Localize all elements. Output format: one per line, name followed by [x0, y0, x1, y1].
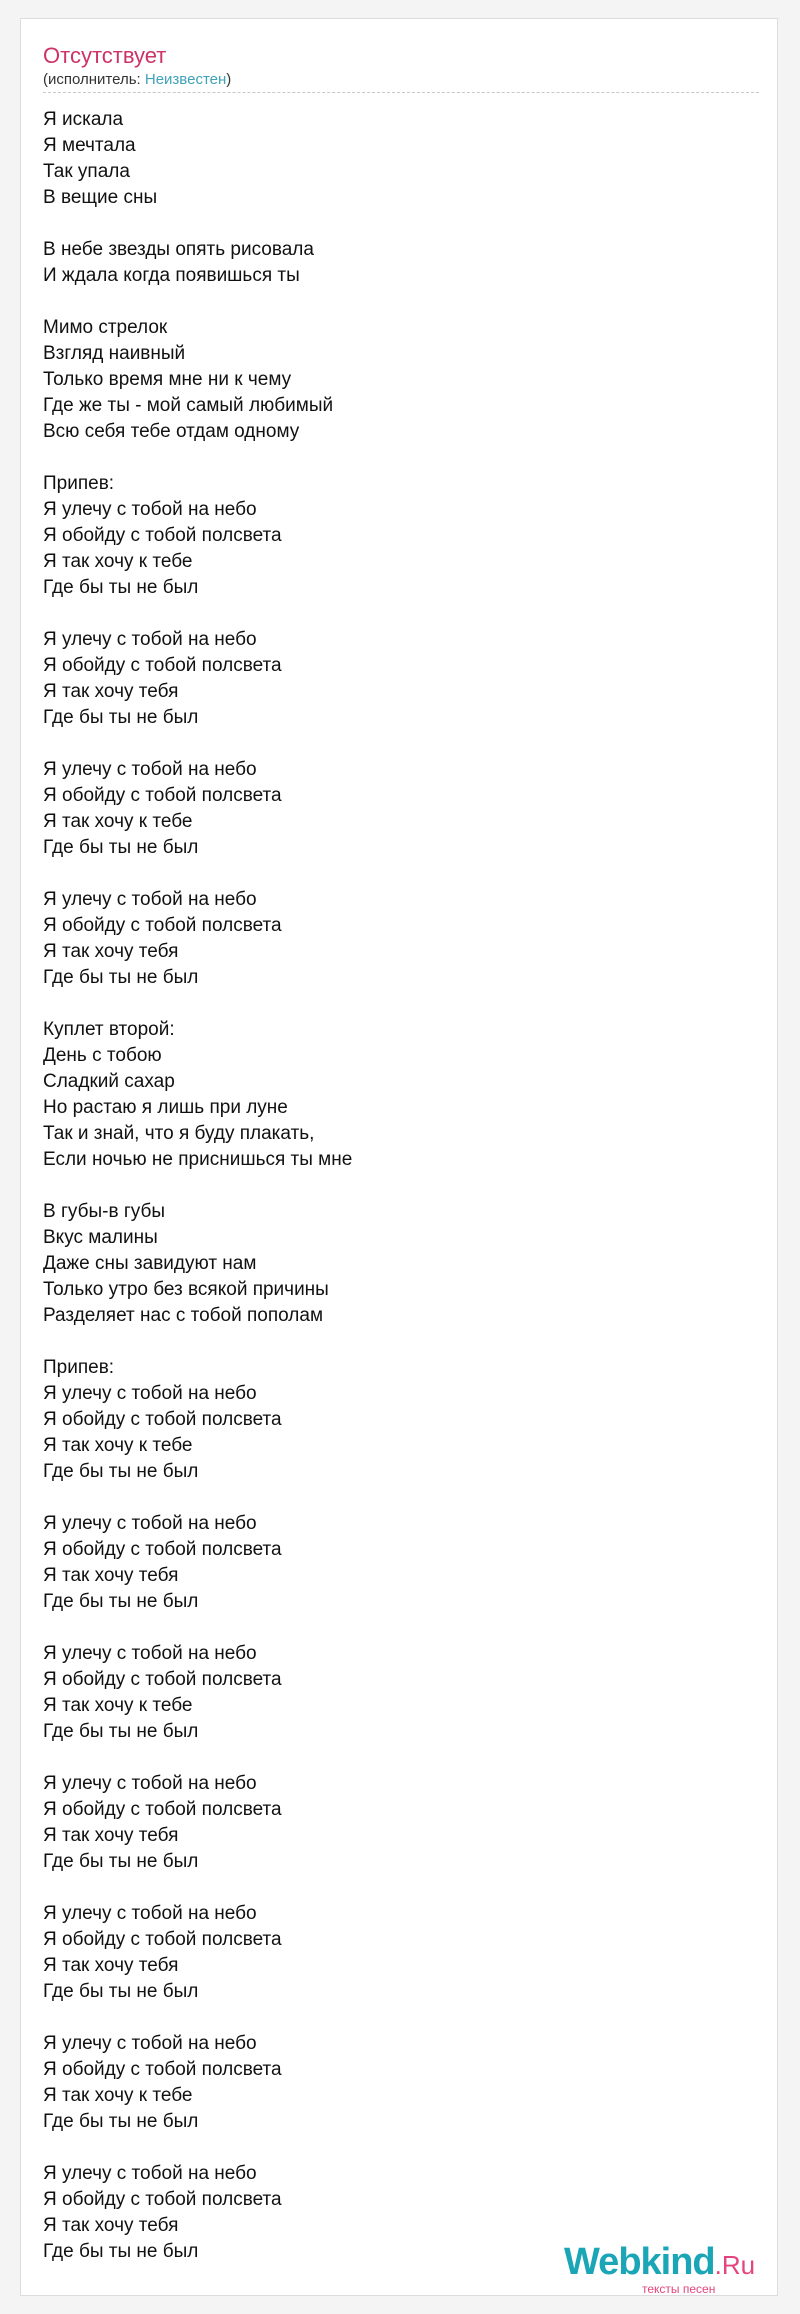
lyrics-line: Где бы ты не был — [43, 967, 199, 988]
lyrics-line: Но растаю я лишь при луне — [43, 1097, 288, 1118]
lyrics-line: Я так хочу к тебе — [43, 2085, 193, 2106]
lyrics-stanza — [43, 1355, 743, 1485]
lyrics-line: Я улечу с тобой на небо — [43, 759, 257, 780]
lyrics-stanza — [43, 1199, 743, 1329]
lyrics-line: Взгляд наивный — [43, 343, 186, 364]
lyrics-stanza — [43, 1641, 743, 1745]
lyrics-line: Я улечу с тобой на небо — [43, 2163, 257, 2184]
lyrics-line: Я мечтала — [43, 135, 136, 156]
lyrics-stanza — [43, 1511, 743, 1615]
lyrics-line: Я обойду с тобой полсвета — [43, 1539, 282, 1560]
lyrics-line: В вещие сны — [43, 187, 158, 208]
title-divider — [43, 92, 759, 93]
lyrics-card — [20, 18, 778, 2296]
artist-link[interactable]: Неизвестен — [144, 71, 227, 88]
lyrics-line: Разделяет нас с тобой пополам — [43, 1305, 324, 1326]
lyrics-stanza — [43, 107, 743, 211]
lyrics-line: Где бы ты не был — [43, 2241, 199, 2262]
lyrics-line: Я обойду с тобой полсвета — [43, 655, 282, 676]
logo-tagline: тексты песен — [642, 2282, 716, 2296]
lyrics-line: Только утро без всякой причины — [43, 1279, 329, 1300]
lyrics-line: Я так хочу тебя — [43, 1955, 179, 1976]
lyrics-line: Мимо стрелок — [43, 317, 168, 338]
lyrics-line: В небе звезды опять рисовала — [43, 239, 314, 260]
lyrics-stanza — [43, 237, 743, 289]
lyrics-line: Я обойду с тобой полсвета — [43, 2189, 282, 2210]
lyrics-line: Где бы ты не был — [43, 1981, 199, 2002]
lyrics-line: Я улечу с тобой на небо — [43, 629, 257, 650]
lyrics-line: Где бы ты не был — [43, 1591, 199, 1612]
lyrics-line: Где бы ты не был — [43, 1851, 199, 1872]
lyrics-line: Припев: — [43, 473, 115, 494]
lyrics-stanza — [43, 471, 743, 601]
lyrics-line: Вкус малины — [43, 1227, 158, 1248]
lyrics-line: День с тобою — [43, 1045, 162, 1066]
lyrics-line: Где бы ты не был — [43, 707, 199, 728]
lyrics-line: Я так хочу тебя — [43, 681, 179, 702]
logo-suffix: .Ru — [714, 2250, 756, 2280]
lyrics-line: Я обойду с тобой полсвета — [43, 1929, 282, 1950]
lyrics-line: Я так хочу к тебе — [43, 1435, 193, 1456]
lyrics-line: Я улечу с тобой на небо — [43, 499, 257, 520]
lyrics-stanza — [43, 2031, 743, 2135]
lyrics-line: Я улечу с тобой на небо — [43, 889, 257, 910]
lyrics-line: Я улечу с тобой на небо — [43, 1903, 257, 1924]
lyrics-line: Я улечу с тобой на небо — [43, 1513, 257, 1534]
lyrics-stanza — [43, 887, 743, 991]
lyrics-line: Так и знай, что я буду плакать, — [43, 1123, 315, 1144]
lyrics-stanza — [43, 627, 743, 731]
lyrics-line: Где бы ты не был — [43, 2111, 199, 2132]
song-title: Отсутствует — [43, 43, 167, 68]
lyrics-line: И ждала когда появишься ты — [43, 265, 300, 286]
lyrics-line: Я улечу с тобой на небо — [43, 2033, 257, 2054]
lyrics-line: Если ночью не приснишься ты мне — [43, 1149, 353, 1170]
lyrics-line: Где же ты - мой самый любимый — [43, 395, 334, 416]
lyrics-stanza — [43, 315, 743, 445]
lyrics-line: Я так хочу тебя — [43, 2215, 179, 2236]
artist-line — [43, 71, 231, 89]
lyrics-line: Так упала — [43, 161, 130, 182]
lyrics-line: В губы-в губы — [43, 1201, 166, 1222]
lyrics-line: Куплет второй: — [43, 1019, 175, 1040]
lyrics-stanza — [43, 757, 743, 861]
lyrics-line: Я так хочу тебя — [43, 941, 179, 962]
lyrics-line: Я улечу с тобой на небо — [43, 1383, 257, 1404]
lyrics-line: Я обойду с тобой полсвета — [43, 525, 282, 546]
logo-main-text: Webkind — [564, 2241, 715, 2283]
lyrics-line: Я улечу с тобой на небо — [43, 1643, 257, 1664]
lyrics-line: Я обойду с тобой полсвета — [43, 785, 282, 806]
lyrics-line: Я обойду с тобой полсвета — [43, 1799, 282, 1820]
lyrics-line: Я улечу с тобой на небо — [43, 1773, 257, 1794]
lyrics-line: Припев: — [43, 1357, 115, 1378]
lyrics-line: Я обойду с тобой полсвета — [43, 1409, 282, 1430]
lyrics-line: Я так хочу к тебе — [43, 811, 193, 832]
lyrics-stanza — [43, 1771, 743, 1875]
lyrics-text — [43, 107, 743, 2291]
lyrics-line: Я обойду с тобой полсвета — [43, 2059, 282, 2080]
lyrics-line: Сладкий сахар — [43, 1071, 175, 1092]
lyrics-line: Я так хочу к тебе — [43, 551, 193, 572]
lyrics-stanza — [43, 1017, 743, 1173]
lyrics-line: Я искала — [43, 109, 124, 130]
lyrics-line: Только время мне ни к чему — [43, 369, 292, 390]
lyrics-stanza — [43, 1901, 743, 2005]
lyrics-line: Где бы ты не был — [43, 1461, 199, 1482]
artist-suffix: ) — [226, 71, 232, 88]
lyrics-line: Я обойду с тобой полсвета — [43, 1669, 282, 1690]
site-logo[interactable] — [564, 2240, 764, 2300]
lyrics-line: Где бы ты не был — [43, 1721, 199, 1742]
logo-wordmark — [564, 2240, 755, 2287]
lyrics-line: Я так хочу тебя — [43, 1565, 179, 1586]
lyrics-line: Я так хочу тебя — [43, 1825, 179, 1846]
artist-prefix: (исполнитель: — [43, 71, 145, 88]
lyrics-line: Даже сны завидуют нам — [43, 1253, 257, 1274]
lyrics-line: Всю себя тебе отдам одному — [43, 421, 300, 442]
lyrics-line: Где бы ты не был — [43, 577, 199, 598]
lyrics-line: Я так хочу к тебе — [43, 1695, 193, 1716]
lyrics-line: Где бы ты не был — [43, 837, 199, 858]
lyrics-line: Я обойду с тобой полсвета — [43, 915, 282, 936]
